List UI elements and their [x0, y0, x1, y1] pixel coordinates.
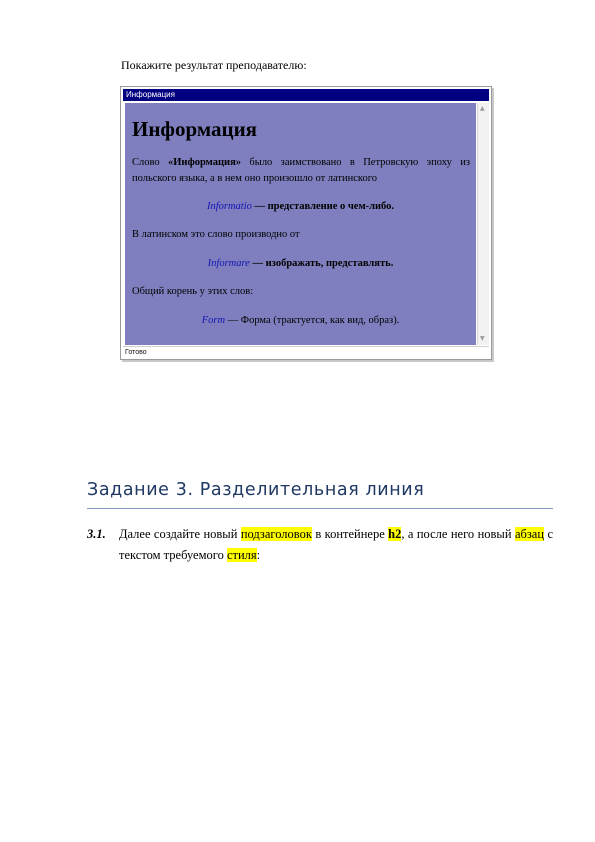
definition-line-1: Informatio — представление о чем-либо.	[206, 201, 395, 212]
browser-screenshot	[120, 86, 492, 360]
highlight-paragraph: абзац	[514, 527, 545, 541]
status-bar: Готово	[123, 346, 489, 358]
content-title: Информация	[132, 117, 258, 141]
term-form: Form	[201, 315, 226, 326]
paragraph-2: В латинском это слово производно от	[132, 229, 300, 240]
scroll-down-arrow-icon[interactable]: ▼	[480, 335, 485, 342]
paragraph-1: Слово «Информация» было заимствовано в Петровскую эпоху из польского языка, а в нем оно произошло от латинского	[132, 157, 470, 184]
vertical-scrollbar[interactable]	[477, 103, 489, 345]
term-informatio: Informatio	[206, 201, 252, 212]
scroll-up-arrow-icon[interactable]: ▲	[480, 105, 485, 112]
highlight-h2: h2	[388, 527, 402, 541]
item-number: 3.1.	[87, 527, 106, 541]
page-viewport	[125, 103, 476, 345]
highlight-subheading: подзаголовок	[240, 527, 312, 541]
item-text: Далее создайте новый подзаголовок в контейнере h2, а после него новый абзац с текстом требуемого стиля:	[119, 527, 553, 562]
heading-underline	[87, 508, 553, 509]
term-informare: Informare	[207, 258, 250, 269]
section-heading: Задание 3. Разделительная линия	[87, 480, 425, 500]
window-title-bar: Информация	[123, 89, 489, 101]
highlight-style: стиля	[226, 548, 257, 562]
intro-text: Покажите результат преподавателю:	[121, 58, 307, 72]
definition-line-2: Informare — изображать, представлять.	[207, 258, 394, 269]
paragraph-3: Общий корень у этих слов:	[132, 286, 254, 297]
definition-line-3: Form — Форма (трактуется, как вид, образ).	[201, 315, 400, 326]
